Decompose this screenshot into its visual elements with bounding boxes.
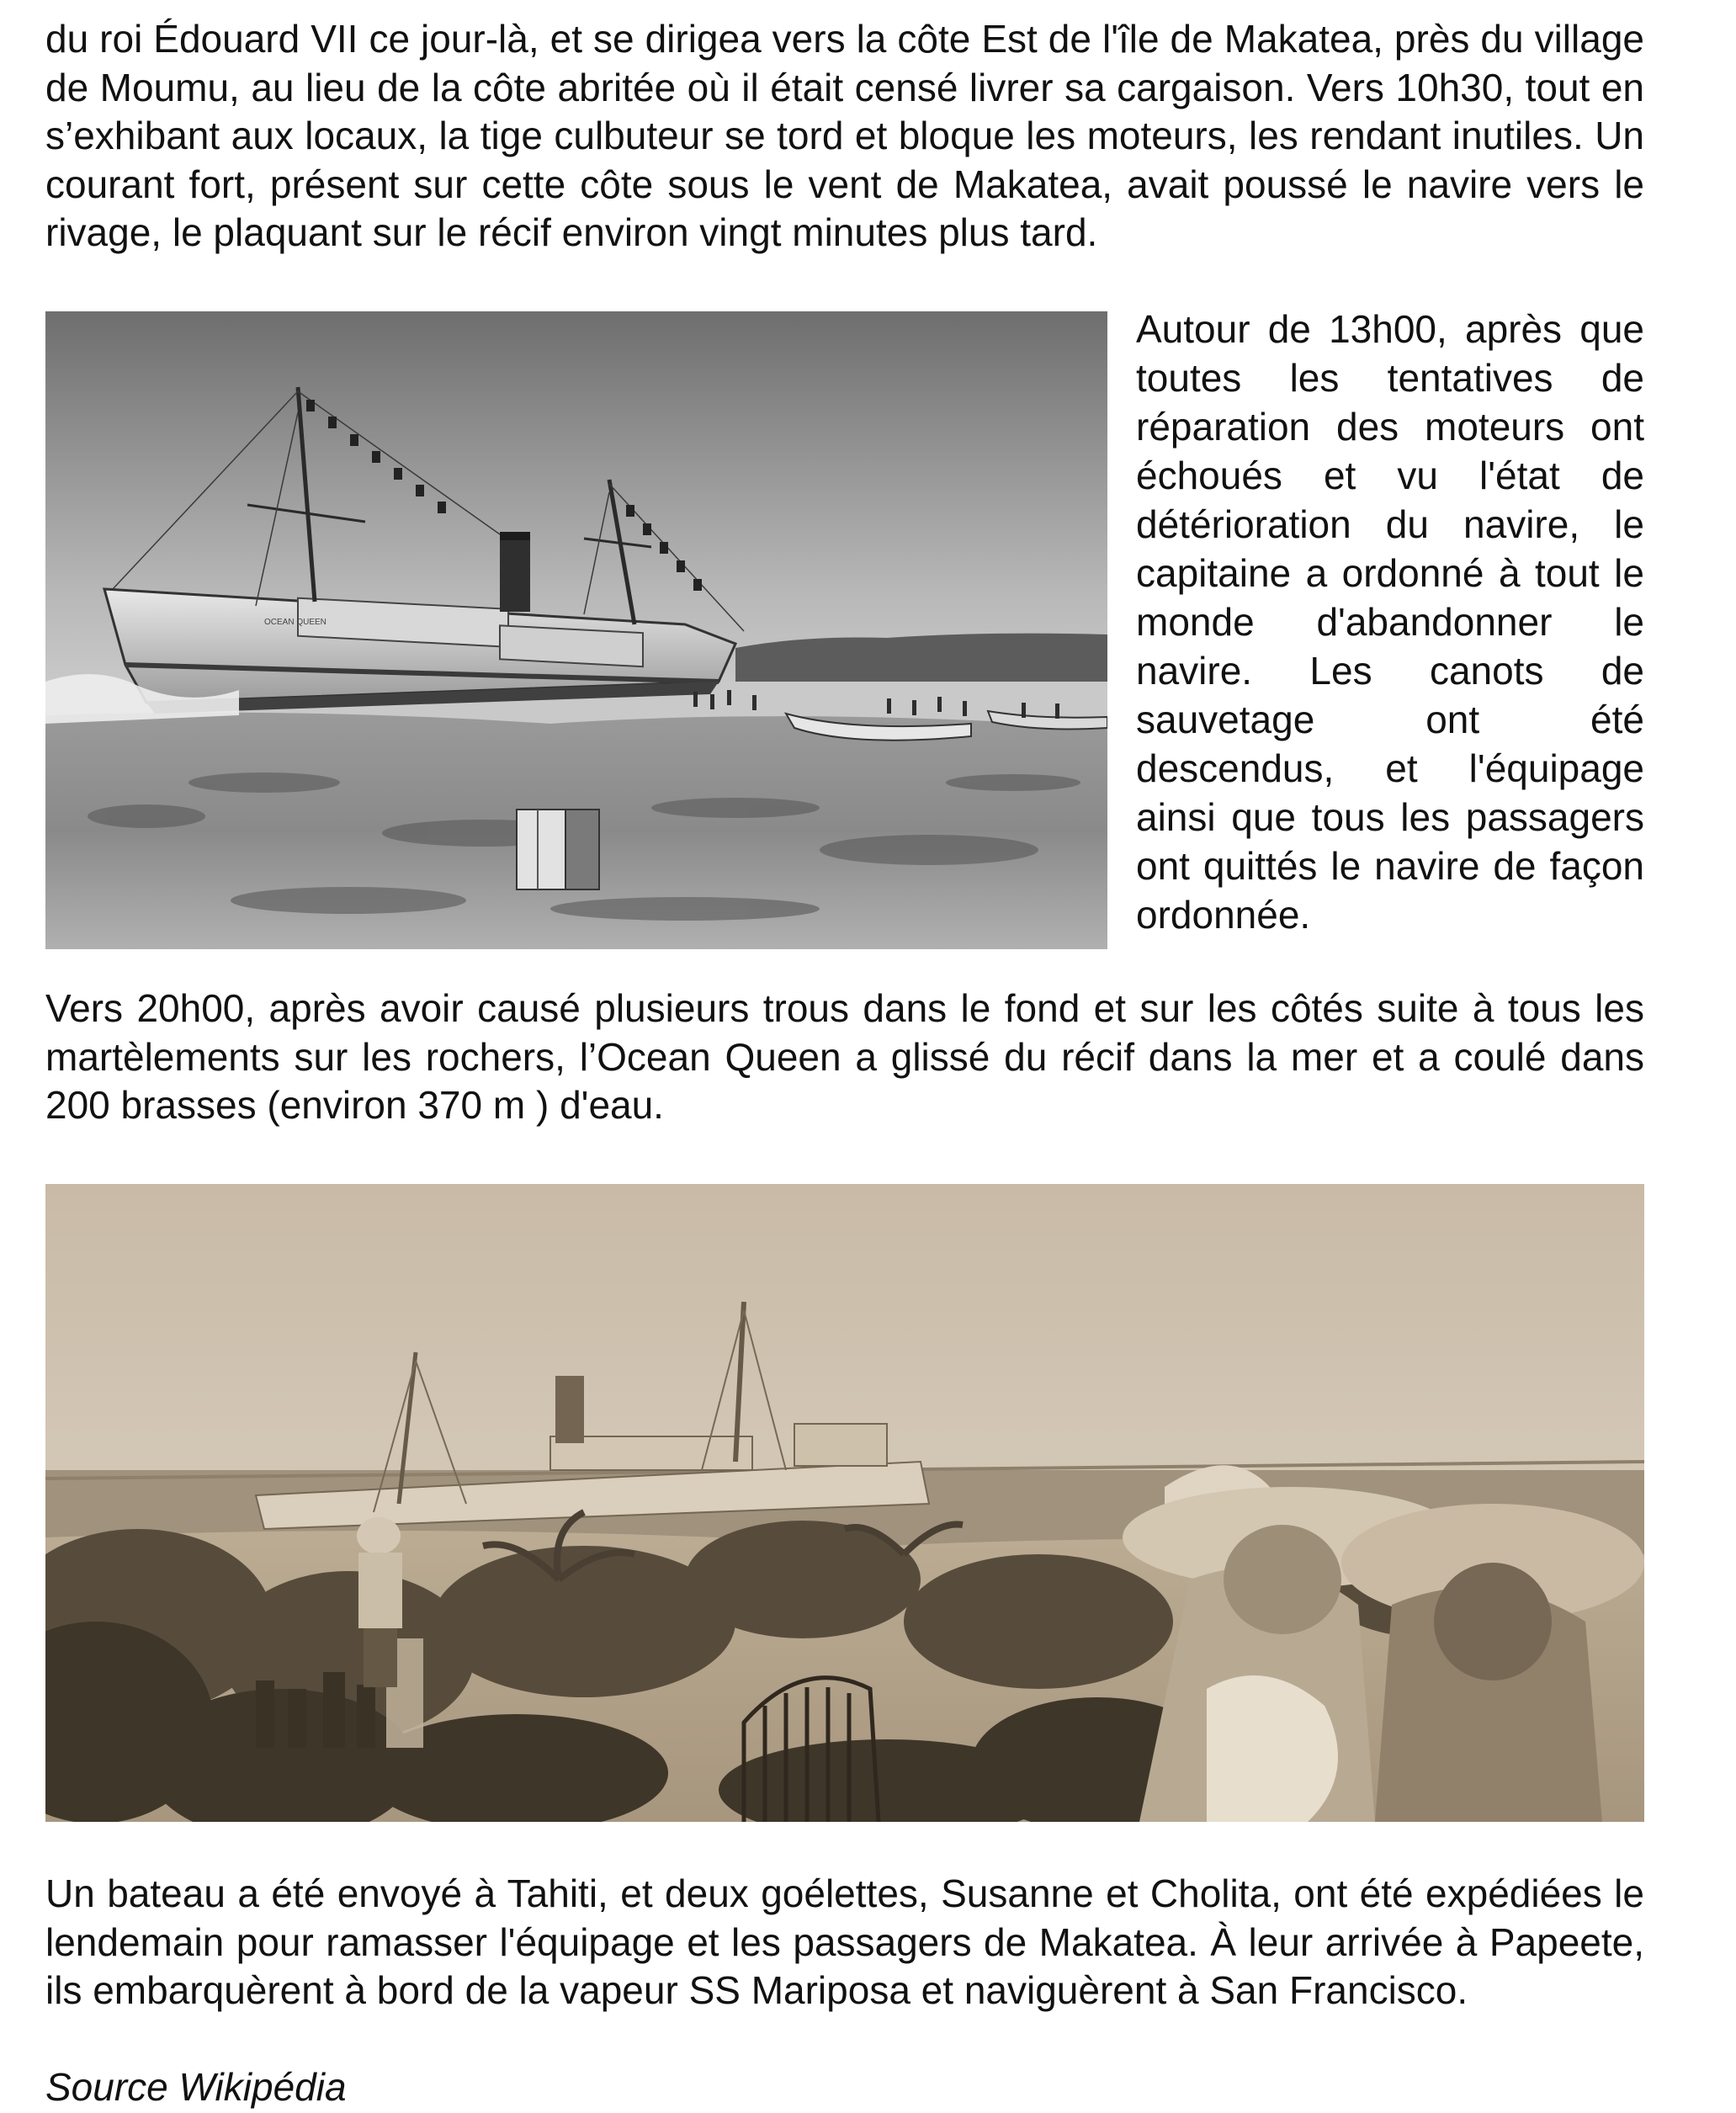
ship-funnel: [500, 532, 530, 612]
paragraph-abandon-ship: Autour de 13h00, après que toutes les tentatives de réparation des moteurs ont échoués et vu l'état de détérioration du navire, le capitaine a ordonné à tout le monde d'abandonner le navire. Les canots de sauvetage ont été descendus, et l'équipage ainsi que tous les passagers ont quittés le navire de façon ordonnée.: [1136, 307, 1644, 937]
paragraph-sinking: Vers 20h00, après avoir causé plusieurs trous dans le fond et sur les côtés suite à tous les martèlements sur les rochers, l’Ocean Queen a glissé du récif dans la mer et a coulé dans 200 brasses (environ 370 m ) d'eau.: [45, 986, 1644, 1127]
shipwreck-photo-on-reef: [45, 311, 1107, 949]
source-credit: Source Wikipédia: [45, 2065, 347, 2109]
shipwreck-photo-from-shore: [45, 1184, 1644, 1822]
hull-lettering: OCEAN QUEEN: [264, 618, 326, 627]
paragraph-intro: du roi Édouard VII ce jour-là, et se dirigea vers la côte Est de l'île de Makatea, près du village de Moumu, au lieu de la côte abritée où il était censé livrer sa cargaison. Vers 10h30, tout en s’exhibant aux locaux, la tige culbuteur se tord et bloque les moteurs, les rendant inutiles. Un courant fort, présent sur cette côte sous le vent de Makatea, avait poussé le navire vers le rivage, le plaquant sur le récif environ vingt minutes plus tard.: [45, 17, 1644, 254]
paragraph-rescue: Un bateau a été envoyé à Tahiti, et deux goélettes, Susanne et Cholita, ont été expédiées le lendemain pour ramasser l'équipage et les passagers de Makatea. À leur arrivée à Papeete, ils embarquèrent à bord de la vapeur SS Mariposa et naviguèrent à San Francisco.: [45, 1871, 1644, 2012]
wooden-crate: [517, 810, 565, 889]
